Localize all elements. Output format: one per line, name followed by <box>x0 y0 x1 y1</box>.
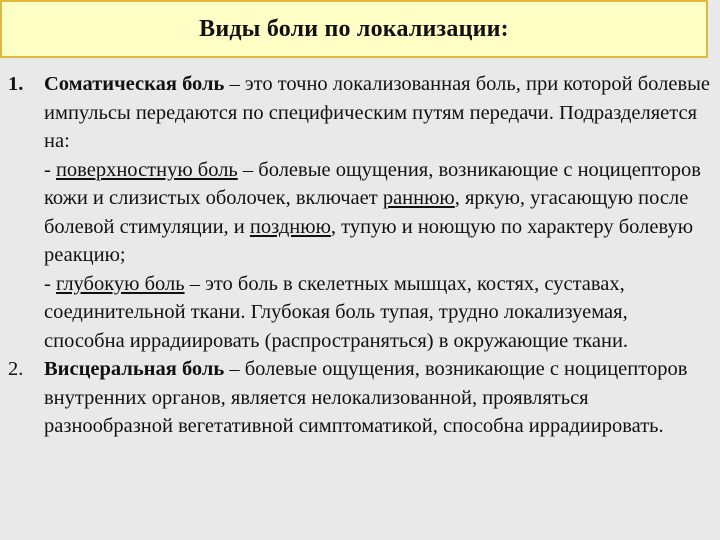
slide-content <box>0 70 712 441</box>
deep-text: – это боль в скелетных мышцах, костях, суставах, соединительной ткани. Глубокая боль тупая, трудно локализуемая, способна иррадиировать (распространяться) в окружающие ткани. <box>44 272 629 352</box>
term-late: позднюю <box>249 215 331 238</box>
visceral-definition: – болевые ощущения, возникающие с ноцицепторов внутренних органов, является нелокализованной, проявляться разнообразной вегетативной симптоматикой, способна иррадиировать. <box>44 358 688 437</box>
sub-item-deep <box>44 270 712 356</box>
slide-title: Виды боли по локализации: <box>199 15 509 42</box>
superficial-text-a: – болевые ощущения, возникающие с ноцицепторов кожи и слизистых оболочек, включает <box>44 158 701 209</box>
list-number: 1. <box>8 73 24 95</box>
superficial-text-b: , яркую, угасающую после болевой стимуляции, и <box>44 187 689 238</box>
list-item-visceral <box>0 355 712 441</box>
title-bar <box>0 0 708 58</box>
somatic-definition: – это точно локализованная боль, при которой болевые импульсы передаются по специфическим путям передачи. Подразделяется на: <box>44 73 711 152</box>
term-somatic: Соматическая боль <box>44 73 225 95</box>
sub-item-superficial <box>44 156 712 270</box>
dash: - <box>44 272 56 295</box>
somatic-intro <box>44 70 712 156</box>
dash: - <box>44 158 56 181</box>
term-superficial: поверхностную боль <box>55 158 238 181</box>
term-visceral: Висцеральная боль <box>44 358 225 380</box>
term-early: раннюю <box>382 187 455 209</box>
visceral-text-block <box>44 355 712 441</box>
list-number: 2. <box>8 358 24 380</box>
list-item-somatic <box>0 70 712 355</box>
superficial-text-c: , тупую и ноющую по характеру болевую реакцию; <box>44 215 694 266</box>
term-deep: глубокую боль <box>55 272 185 295</box>
